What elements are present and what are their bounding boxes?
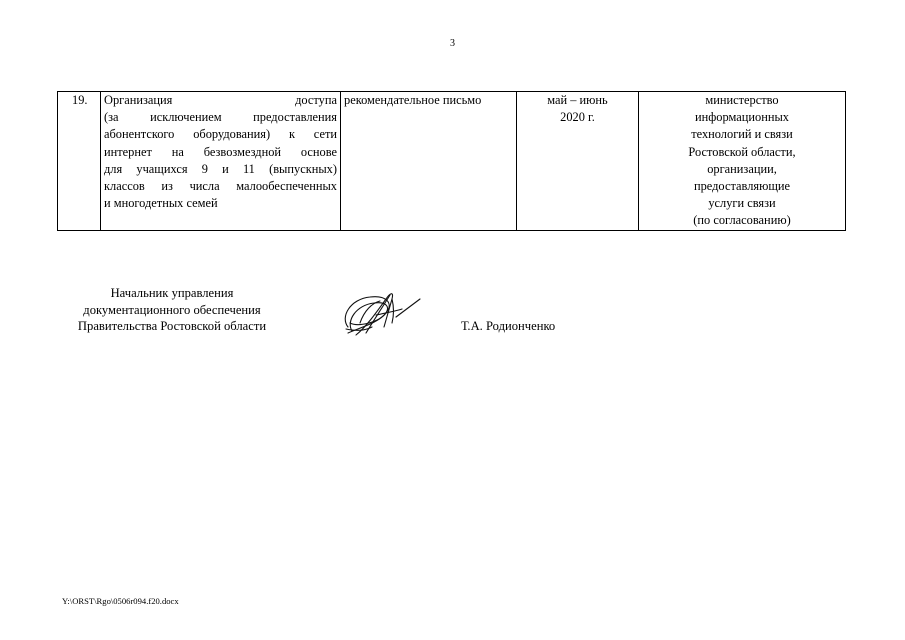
signer-position-line: документационного обеспечения bbox=[83, 302, 261, 317]
measures-table bbox=[57, 91, 846, 231]
row-number-cell: 19. bbox=[58, 92, 101, 231]
description-line: Организация доступа bbox=[104, 93, 337, 107]
row-responsible-cell: министерство информационных технологий и связи Ростовской области, организации, предоставляющие услуги связи (по согласованию) bbox=[639, 92, 846, 231]
description-line: классов из числа малообеспеченных bbox=[104, 179, 337, 194]
signer-name: Т.А. Родионченко bbox=[461, 319, 556, 333]
description-line: для учащихся 9 и 11 (выпускных) bbox=[104, 161, 337, 176]
signer-position-line: Правительства Ростовской области bbox=[77, 319, 267, 334]
footer-file-path: Y:\ORST\Rgo\0506r094.f20.docx bbox=[62, 596, 179, 606]
row-document-cell: рекомендательное письмо bbox=[341, 92, 517, 231]
description-line: абонентского оборудования) к сети bbox=[104, 127, 337, 142]
signer-position-line: Начальник управления bbox=[110, 286, 234, 300]
description-line: (за исключением предоставления bbox=[104, 110, 337, 125]
handwritten-signature bbox=[336, 287, 426, 345]
term-text: май – июнь 2020 г. bbox=[547, 93, 608, 125]
page-number: 3 bbox=[450, 38, 455, 49]
table-row bbox=[58, 92, 846, 231]
signer-position bbox=[52, 285, 292, 335]
description-line: и многодетных семей bbox=[104, 196, 218, 211]
row-term-cell bbox=[517, 92, 639, 231]
row-description-cell bbox=[101, 92, 341, 231]
description-line: интернет на безвозмездной основе bbox=[104, 144, 337, 159]
